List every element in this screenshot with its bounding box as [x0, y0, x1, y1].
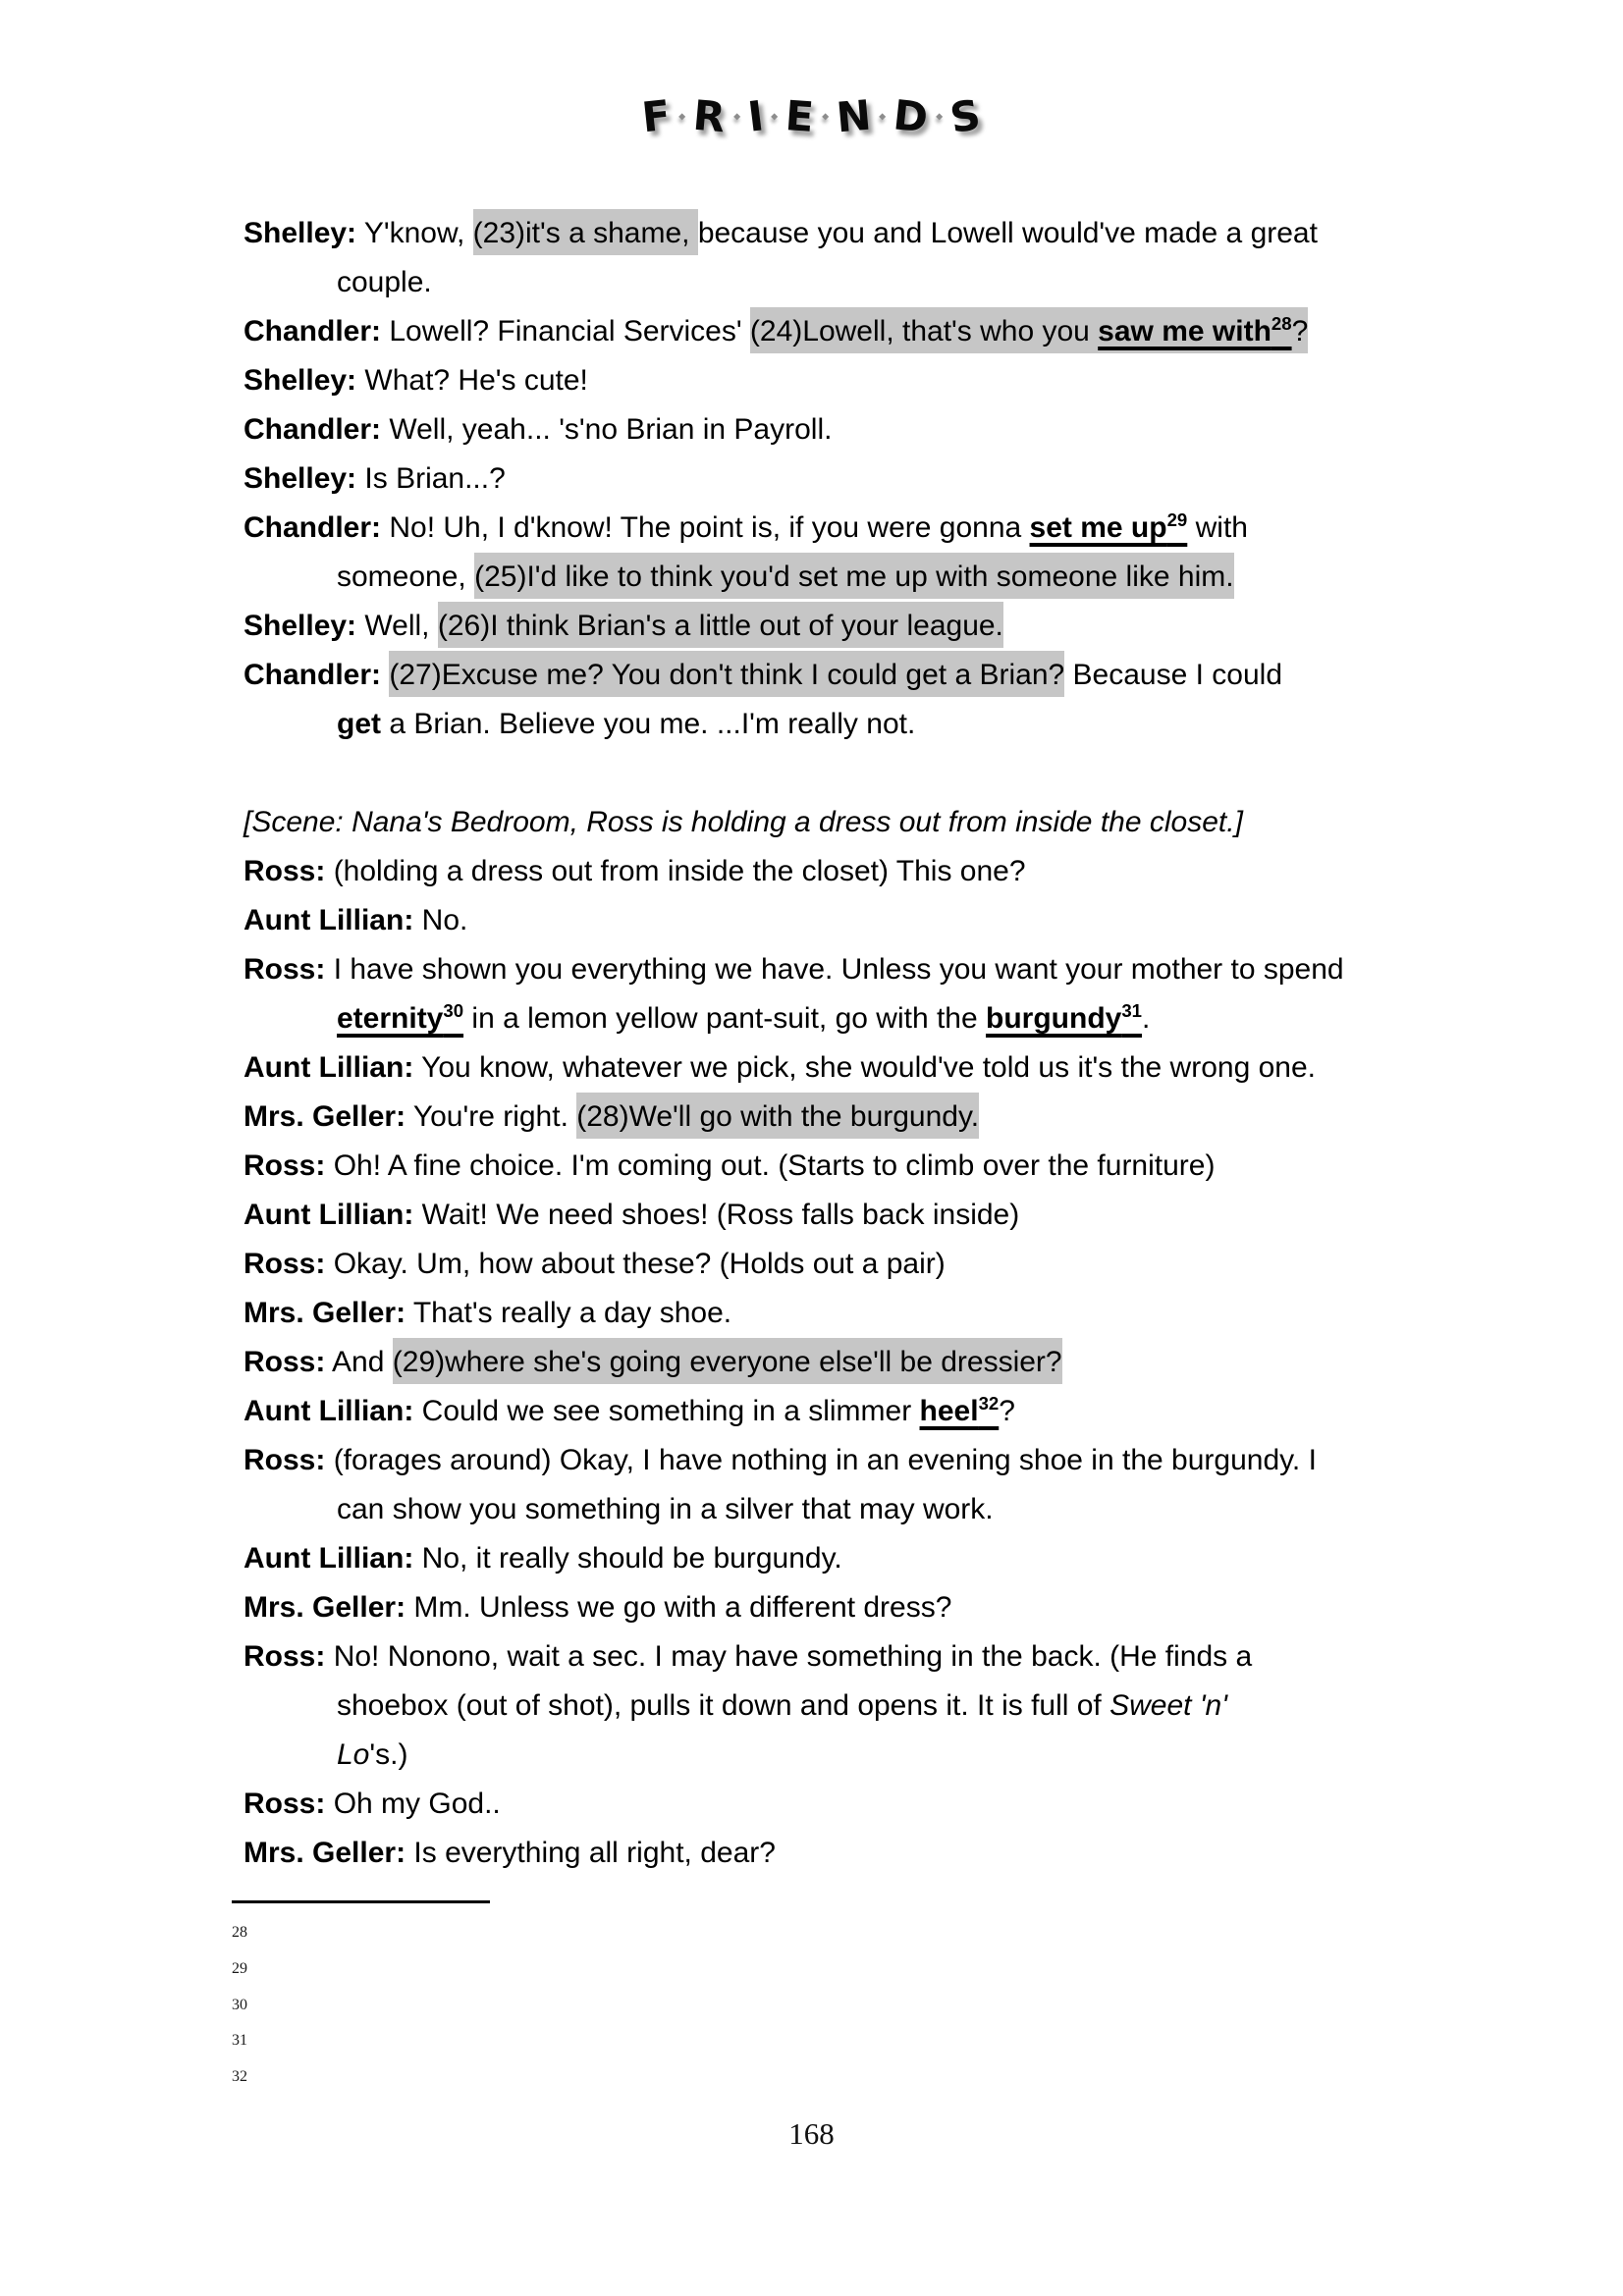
text-segment: can show you something in a silver that may work.: [337, 1493, 994, 1525]
logo-dot-icon: ▪: [764, 106, 785, 128]
text-segment: 's.): [369, 1738, 408, 1771]
dialogue-line: [243, 1191, 1382, 1240]
text-segment: Mrs. Geller:: [243, 1837, 406, 1869]
text-segment: Ross:: [243, 953, 326, 986]
text-segment: No! Uh, I d'know! The point is, if you were gonna: [381, 511, 1030, 544]
text-segment: Shelley:: [243, 610, 357, 642]
text-segment: shoebox (out of shot), pulls it down and opens it. It is full of: [337, 1689, 1110, 1722]
logo-letter: R: [691, 90, 728, 142]
text-segment: Ross:: [243, 1640, 326, 1673]
dialogue-line: [243, 1387, 1382, 1436]
dialogue-line: [243, 798, 1382, 847]
text-segment: Mm. Unless we go with a different dress?: [406, 1591, 952, 1624]
text-segment: Wait! We need shoes! (Ross falls back inside): [413, 1199, 1020, 1231]
text-segment: Oh my God..: [325, 1788, 501, 1820]
text-segment: Ross:: [243, 1149, 326, 1182]
dialogue-line: [243, 553, 1382, 602]
text-segment: Aunt Lillian:: [243, 1199, 414, 1231]
dialogue-line: [243, 1142, 1382, 1191]
text-segment: Is Brian...?: [356, 462, 506, 495]
dialogue-line: [243, 847, 1382, 896]
dialogue-line: [243, 1731, 1382, 1780]
dialogue-line: [243, 896, 1382, 945]
text-segment: someone,: [337, 561, 475, 593]
text-segment: (23)it's a shame,: [473, 209, 698, 255]
text-segment: Mrs. Geller:: [243, 1100, 406, 1133]
text-segment: set me $up^{29}$: [1029, 509, 1188, 544]
text-segment: Ross:: [243, 855, 326, 887]
logo-dot-icon: ▪: [815, 106, 836, 128]
text-segment: Oh! A fine choice. I'm coming out. (Starts to climb over the furniture): [325, 1149, 1216, 1182]
footnote-list: [232, 1915, 247, 2096]
text-segment: Shelley:: [243, 217, 357, 249]
footnote-ref: 32: [978, 1393, 1000, 1414]
text-segment: You know, whatever we pick, she would've told us it's the wrong one.: [413, 1051, 1316, 1084]
text-segment: Mrs. Geller:: [243, 1591, 406, 1624]
dialogue-line: [243, 405, 1382, 454]
text-segment: .: [1142, 1002, 1151, 1035]
text-segment: Chandler:: [243, 413, 382, 446]
text-segment: heel$^{32}$: [919, 1393, 1000, 1427]
dialogue-line: [243, 209, 1382, 258]
text-segment: And: [325, 1346, 393, 1378]
text-segment: couple.: [337, 266, 432, 298]
text-segment: Okay. Um, how about these? (Holds out a pair): [325, 1248, 946, 1280]
text-segment: Lo: [337, 1738, 370, 1771]
dialogue-line: [243, 258, 1382, 307]
text-segment: Because I could: [1064, 659, 1283, 691]
text-segment: No.: [413, 904, 468, 936]
dialogue-line: [243, 1043, 1382, 1093]
footnote-number: 32: [232, 2068, 247, 2086]
footnote-ref: 30: [443, 1000, 464, 1021]
text-segment: Aunt Lillian:: [243, 1051, 414, 1084]
text-segment: Aunt Lillian:: [243, 1542, 414, 1575]
text-segment: with: [1187, 511, 1248, 544]
dialogue-line: [243, 602, 1382, 651]
text-segment: What? He's cute!: [356, 364, 588, 397]
dialogue-line: [243, 651, 1382, 700]
footnote-number: 29: [232, 1959, 247, 1977]
footnote-separator: [232, 1900, 490, 1903]
page-number: 168: [788, 2116, 835, 2151]
text-segment: [Scene: Nana's Bedroom, Ross is holding a dress out from inside the closet.]: [243, 806, 1243, 838]
text-segment: burgundy$^{31}$: [986, 1000, 1143, 1035]
text-segment: Well, yeah... 's'no Brian in Payroll.: [381, 413, 833, 446]
text-segment: Y'know,: [356, 217, 473, 249]
text-segment: Chandler:: [243, 659, 382, 691]
text-segment: Shelley:: [243, 462, 357, 495]
dialogue-line: [243, 504, 1382, 553]
text-segment: Is everything all right, dear?: [406, 1837, 776, 1869]
logo-letter: S: [947, 89, 985, 143]
text-segment: (25)I'd like to think you'd set me up with someone like him.: [474, 553, 1233, 599]
dialogue-line: [243, 1485, 1382, 1534]
logo-letter: D: [891, 90, 931, 142]
text-segment: because you and Lowell would've made a great: [697, 217, 1318, 249]
dialogue-line: [243, 1338, 1382, 1387]
dialogue-line: [243, 1093, 1382, 1142]
text-segment: (forages around) Okay, I have nothing in an evening shoe in the burgundy. I: [325, 1444, 1317, 1476]
text-segment: Shelley:: [243, 364, 357, 397]
logo-dot-icon: ▪: [726, 106, 747, 128]
logo-letter: F: [639, 90, 674, 142]
text-segment: Ross:: [243, 1444, 326, 1476]
text-segment: You're right.: [406, 1100, 577, 1133]
footnote-ref: 28: [1271, 313, 1292, 334]
footnote-ref: 29: [1166, 509, 1188, 530]
text-segment: get: [337, 708, 381, 740]
text-segment: (24)Lowell, that's who you: [750, 307, 1098, 353]
dialogue-line: [243, 945, 1382, 994]
text-segment: Lowell? Financial Services': [381, 315, 750, 347]
text-segment: a Brian. Believe you me. ...I'm really not.: [381, 708, 916, 740]
dialogue-line: [243, 1632, 1382, 1682]
text-segment: Mrs. Geller:: [243, 1297, 406, 1329]
logo-letter: E: [784, 91, 816, 141]
dialogue-line: [243, 454, 1382, 504]
friends-logo: [0, 89, 1623, 143]
dialogue-line: [243, 1436, 1382, 1485]
dialogue-line: [243, 1829, 1382, 1878]
dialogue-line: [243, 1534, 1382, 1583]
text-segment: (28)We'll go with the burgundy.: [576, 1093, 979, 1139]
text-segment: (29)where she's going everyone else'll be dressier?: [393, 1338, 1062, 1384]
logo-letter: N: [835, 90, 874, 142]
logo-letter: I: [744, 91, 767, 141]
dialogue-line: [243, 1780, 1382, 1829]
text-segment: Aunt Lillian:: [243, 904, 414, 936]
footnote-ref: 31: [1121, 1000, 1143, 1021]
text-segment: That's really a day shoe.: [406, 1297, 732, 1329]
dialogue-line: [243, 1240, 1382, 1289]
dialogue-line: [243, 1682, 1382, 1731]
footnote-number: 28: [232, 1924, 247, 1941]
text-segment: saw me with$^{28}$: [1098, 307, 1291, 353]
text-segment: Ross:: [243, 1248, 326, 1280]
text-segment: Sweet 'n': [1109, 1689, 1227, 1722]
text-segment: (27)Excuse me? You don't think I could get a Brian?: [389, 651, 1064, 697]
logo-dot-icon: ▪: [672, 106, 692, 128]
footnote-number: 30: [232, 1996, 247, 2013]
logo-dot-icon: ▪: [929, 106, 950, 128]
text-segment: Ross:: [243, 1788, 326, 1820]
text-segment: (holding a dress out from inside the closet) This one?: [325, 855, 1026, 887]
dialogue-line: [243, 307, 1382, 356]
text-segment: Could we see something in a slimmer: [413, 1395, 920, 1427]
text-segment: Aunt Lillian:: [243, 1395, 414, 1427]
text-segment: eternity$^{30}$: [337, 1000, 464, 1035]
dialogue-line: [243, 700, 1382, 749]
text-segment: I have shown you everything we have. Unless you want your mother to spend: [325, 953, 1344, 986]
text-segment: Chandler:: [243, 511, 382, 544]
transcript: [243, 209, 1382, 1878]
text-segment: No! Nonono, wait a sec. I may have something in the back. (He finds a: [325, 1640, 1253, 1673]
dialogue-line: [243, 1289, 1382, 1338]
text-segment: Chandler:: [243, 315, 382, 347]
dialogue-line: [243, 1583, 1382, 1632]
text-segment: Well,: [356, 610, 438, 642]
text-segment: (26)I think Brian's a little out of your league.: [438, 602, 1003, 648]
footnote-number: 31: [232, 2032, 247, 2050]
blank-line: [243, 749, 1382, 798]
text-segment: ?: [999, 1395, 1015, 1427]
dialogue-line: [243, 994, 1382, 1043]
text-segment: Ross:: [243, 1346, 326, 1378]
text-segment: ?: [1292, 307, 1309, 353]
text-segment: No, it really should be burgundy.: [413, 1542, 842, 1575]
logo-dot-icon: ▪: [872, 106, 893, 128]
dialogue-line: [243, 356, 1382, 405]
text-segment: in a lemon yellow pant-suit, go with the: [463, 1002, 987, 1035]
